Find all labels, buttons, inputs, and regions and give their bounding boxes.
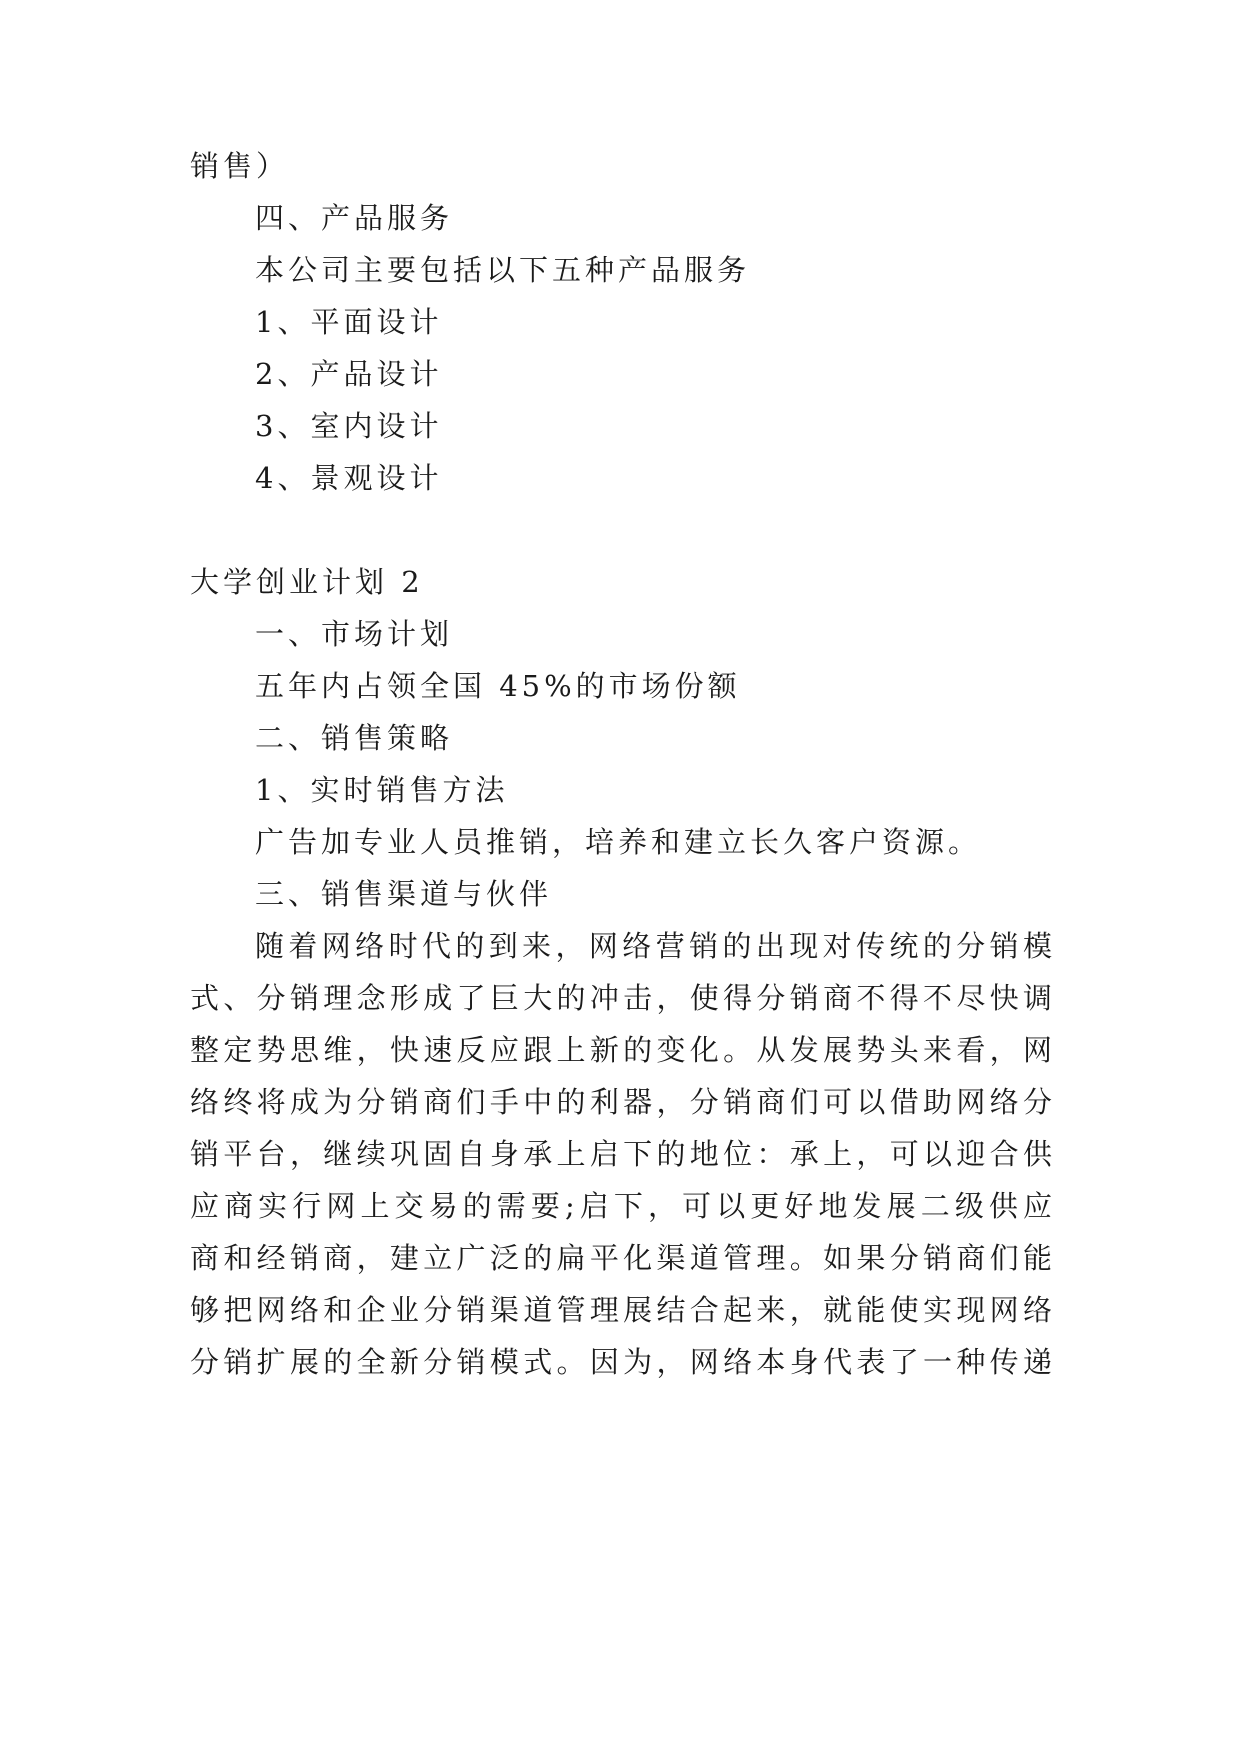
paragraph-line: 应商实行网上交易的需要;启下，可以更好地发展二级供应 [190, 1189, 1052, 1223]
section-four-intro: 本公司主要包括以下五种产品服务 [255, 253, 751, 287]
market-goal: 五年内占领全国 45%的市场份额 [255, 669, 741, 703]
intro-tail-text: 销售） [190, 149, 290, 183]
section-four-heading: 四、产品服务 [255, 201, 454, 235]
channel-heading: 三、销售渠道与伙伴 [255, 877, 553, 911]
plan-title: 大学创业计划 2 [190, 565, 424, 599]
paragraph-line: 商和经销商，建立广泛的扁平化渠道管理。如果分销商们能 [190, 1241, 1052, 1275]
sales-method-text: 广告加专业人员推销，培养和建立长久客户资源。 [255, 825, 982, 859]
paragraph-line: 销平台，继续巩固自身承上启下的地位：承上，可以迎合供 [190, 1137, 1052, 1171]
service-item: 3、室内设计 [255, 409, 443, 443]
paragraph-line: 随着网络时代的到来，网络营销的出现对传统的分销模 [255, 929, 1052, 963]
paragraph-line: 整定势思维，快速反应跟上新的变化。从发展势头来看，网 [190, 1033, 1052, 1067]
paragraph-line: 分销扩展的全新分销模式。因为，网络本身代表了一种传递 [190, 1345, 1052, 1379]
paragraph-line: 络终将成为分销商们手中的利器，分销商们可以借助网络分 [190, 1085, 1052, 1119]
paragraph-line: 够把网络和企业分销渠道管理展结合起来，就能使实现网络 [190, 1293, 1052, 1327]
service-item: 2、产品设计 [255, 357, 443, 391]
sales-heading: 二、销售策略 [255, 721, 454, 755]
service-item: 4、景观设计 [255, 461, 443, 495]
paragraph-line: 式、分销理念形成了巨大的冲击，使得分销商不得不尽快调 [190, 981, 1052, 1015]
market-heading: 一、市场计划 [255, 617, 454, 651]
service-item: 1、平面设计 [255, 305, 443, 339]
sales-method-heading: 1、实时销售方法 [255, 773, 509, 807]
